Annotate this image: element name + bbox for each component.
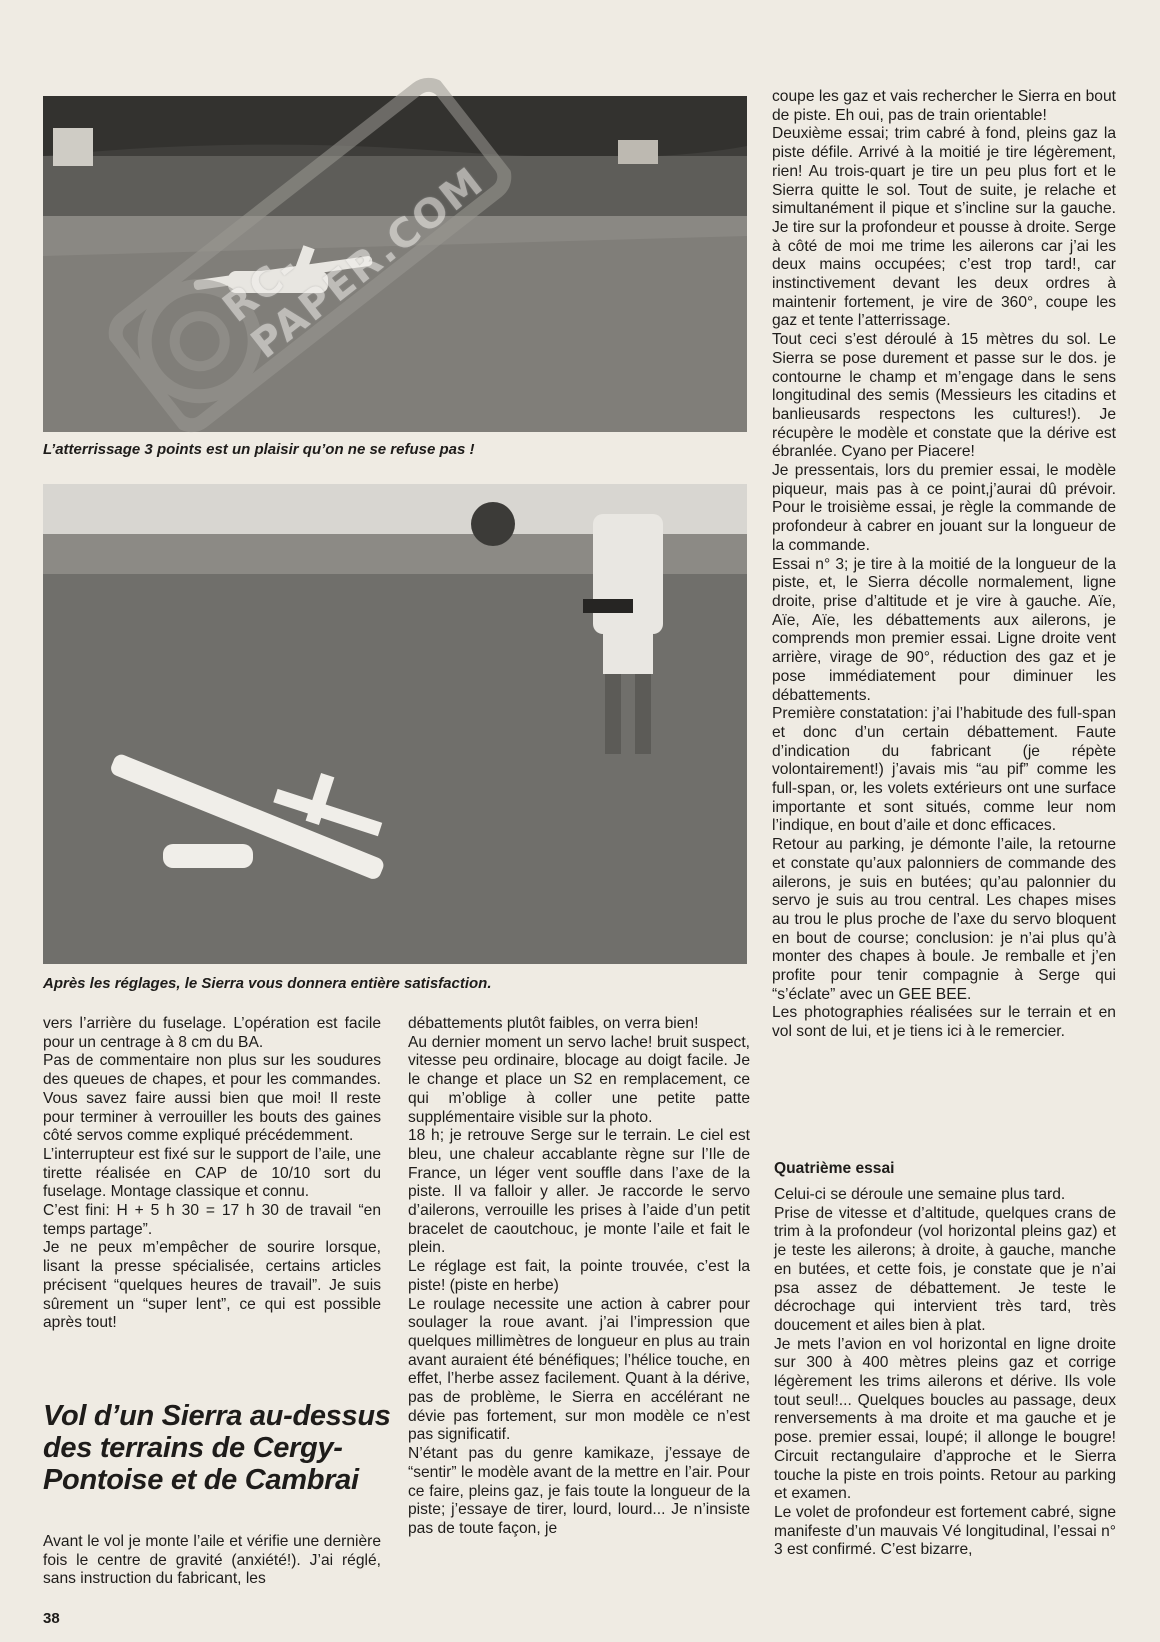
- page-number: 38: [43, 1610, 60, 1627]
- paragraph: Le réglage est fait, la pointe trouvée, c’est la piste! (piste en herbe): [408, 1258, 750, 1294]
- paragraph: Pas de commentaire non plus sur les soudures des queues de chapes, et pour les commandes. Vous savez faire aussi bien que moi! Il reste pour terminer à verrouiller les bouts des gaines côté servos comme expliqué précédemment.: [43, 1052, 381, 1145]
- paragraph: Retour au parking, je démonte l’aile, la retourne et constate qu’aux palonniers de commande des ailerons, je suis en butées; qu’au palonnier du servo je suis au trou central. Les chapes mises au trou le plus proche de l’axe du servo bloquent en bout de course; conclusion: je n’ai plus qu’à monter des chapes à boule. Je remballe et j’en profite pour tenir compagnie à Serge qui “s’éclate” avec un GEE BEE.: [772, 836, 1116, 1003]
- paragraph: Le roulage necessite une action à cabrer pour soulager la roue avant. j’ai l’impression que quelques millimètres de longueur en plus au train avant auraient été bénéfiques; l’hélice touche, en effet, l’herbe assez facilement. Quant à la dérive, pas de problème, le Sierra en accélérant ne dévie pas fortement, sur mon modèle ce n’est pas significatif.: [408, 1295, 750, 1444]
- subheading: Quatrième essai: [774, 1160, 895, 1177]
- paragraph: C’est fini: H + 5 h 30 = 17 h 30 de travail “en temps partage”.: [43, 1202, 381, 1238]
- photo-pilot-with-plane: [43, 484, 747, 964]
- paragraph: Les photographies réalisées sur le terrain et en vol sont de lui, et je tiens ici à le remercier.: [772, 1004, 1116, 1041]
- article-column-right-bottom: [774, 1186, 1116, 1560]
- paragraph: Première constatation: j’ai l’habitude des full-span et donc d’un certain débattement. Faute d’indication du fabricant (je répète volontairement!) j’avais mis “au pif” comme les full-span, or, les volets extérieurs ont une surface importante et sont situés, comme leur nom l’indique, en bout d’aile et donc efficaces.: [772, 705, 1116, 835]
- paragraph: Je mets l’avion en vol horizontal en ligne droite sur 300 à 400 mètres pleins gaz et corrige légèrement les trims ailerons et dérive. Ils vole tout seul!... Quelques boucles au passage, deux renversements à ma droite et ma gauche et je pose. premier essai, loupé; il allonge le bougre! Circuit rectangulaire d’approche et le Sierra touche la piste en trois points. Retour au parking et examen.: [774, 1335, 1116, 1503]
- paragraph: L’interrupteur est fixé sur le support de l’aile, une tirette réalisée en CAP de 10/10 sort du fuselage. Montage classique et connu.: [43, 1145, 381, 1201]
- paragraph: Je pressentais, lors du premier essai, le modèle piqueur, mais pas à ce point,j’aurai dû prévoir. Pour le troisième essai, je règle la commande de profondeur à cabrer en jouant sur la longueur de la commande.: [772, 462, 1116, 554]
- paragraph: vers l’arrière du fuselage. L’opération est facile pour un centrage à 8 cm du BA.: [43, 1015, 381, 1051]
- watermark-text: RC-PAPER.COM: [214, 158, 493, 368]
- paragraph: Essai n° 3; je tire à la moitié de la longueur de la piste, et, le Sierra décolle normalement, ligne droite, prise d’altitude et je vire à gauche. Aïe, Aïe, Aïe, les débattements aux ailerons, je comprends mon premier essai. Ligne droite vent arrière, virage de 90°, réduction des gaz et je pose immédiatement pour diminuer les débattements.: [772, 555, 1116, 704]
- paragraph: Au dernier moment un servo lache! bruit suspect, vitesse peu ordinaire, blocage au doigt facile. Je le change et place un S2 en remplacement, ce qui m’oblige à coller une petite patte supplémentaire visible sur la photo.: [408, 1033, 750, 1126]
- paragraph: Tout ceci s’est déroulé à 15 mètres du sol. Le Sierra se pose durement et passe sur le dos. je contourne le champ et m’engage dans le sens longitudinal des semis (Messieurs les citadins et banlieusards respectons les cultures!). Je récupère le modèle et constate que la dérive est ébranlée. Cyano per Piacere!: [772, 331, 1116, 461]
- article-column-left: [43, 1015, 381, 1333]
- paragraph: débattements plutôt faibles, on verra bien!: [408, 1015, 699, 1032]
- paragraph: N’étant pas du genre kamikaze, j’essaye de “sentir” le modèle avant de la mettre en l’air. Pour ce faire, pleins gaz, je fais toute la longueur de la piste; j’essaye de tirer, lourd, lourd... Je n’insiste pas de toute façon, je: [408, 1445, 750, 1537]
- paragraph: Le volet de profondeur est fortement cabré, signe manifeste d’un mauvais Vé longitudinal, l’essai n° 3 est confirmé. C’est bizarre,: [774, 1503, 1116, 1559]
- paragraph: Avant le vol je monte l’aile et vérifie une dernière fois le centre de gravité (anxiété!). J’ai réglé, sans instruction du fabricant, les: [43, 1533, 381, 1588]
- section-title: Vol d’un Sierra au-dessus des terrains de Cergy-Pontoise et de Cambrai: [43, 1400, 391, 1496]
- paragraph: Je ne peux m’empêcher de sourire lorsque, lisant la presse spécialisée, certains articles précisent “quelques heures de travail”. Je suis sûrement un “super lent”, ce qui est possible après tout!: [43, 1239, 381, 1332]
- paragraph: 18 h; je retrouve Serge sur le terrain. Le ciel est bleu, une chaleur accablante règne sur l’Ile de France, un léger vent souffle dans l’axe de la piste. Il va falloir y aller. Je raccorde le servo d’ailerons, verrouille les prises à l’aide d’un petit bracelet de caoutchouc, je monte l’aile et fait le plein.: [408, 1127, 750, 1257]
- article-column-middle: [408, 1015, 750, 1539]
- photo-caption: Après les réglages, le Sierra vous donnera entière satisfaction.: [43, 975, 492, 992]
- paragraph: Celui-ci se déroule une semaine plus tard.: [774, 1186, 1066, 1203]
- paragraph: Prise de vitesse et d’altitude, quelques crans de trim à la profondeur (vol horizontal pleins gaz) et je teste les ailerons; à droite, à gauche, manche en butées, et cette fois, je constate que je n’ai psa assez de débattement. Je teste le décrochage qui intervient très tard, très doucement et ailes bien à plat.: [774, 1204, 1116, 1334]
- article-column-right: [772, 88, 1116, 1042]
- article-column-left-bottom: [43, 1533, 381, 1589]
- photo-caption: L’atterrissage 3 points est un plaisir qu’on ne se refuse pas !: [43, 441, 475, 458]
- paragraph: coupe les gaz et vais rechercher le Sierra en bout de piste. Eh oui, pas de train orientable!: [772, 88, 1116, 124]
- paragraph: Deuxième essai; trim cabré à fond, pleins gaz la piste défile. Arrivé à la moitié je tire légèrement, rien! Au trois-quart je tire un peu plus fort et le Sierra quitte le sol. Tout de suite, je relache et simultanément il pique et s’incline sur la gauche. Je tire sur la profondeur et pousse à droite. Serge à côté de moi me trime les ailerons car j’ai les deux mains occupées; c’est trop tard!, car instinctivement devant les deux ordres à maintenir fortement, je vire de 360°, coupe les gaz et tente l’atterrissage.: [772, 125, 1116, 330]
